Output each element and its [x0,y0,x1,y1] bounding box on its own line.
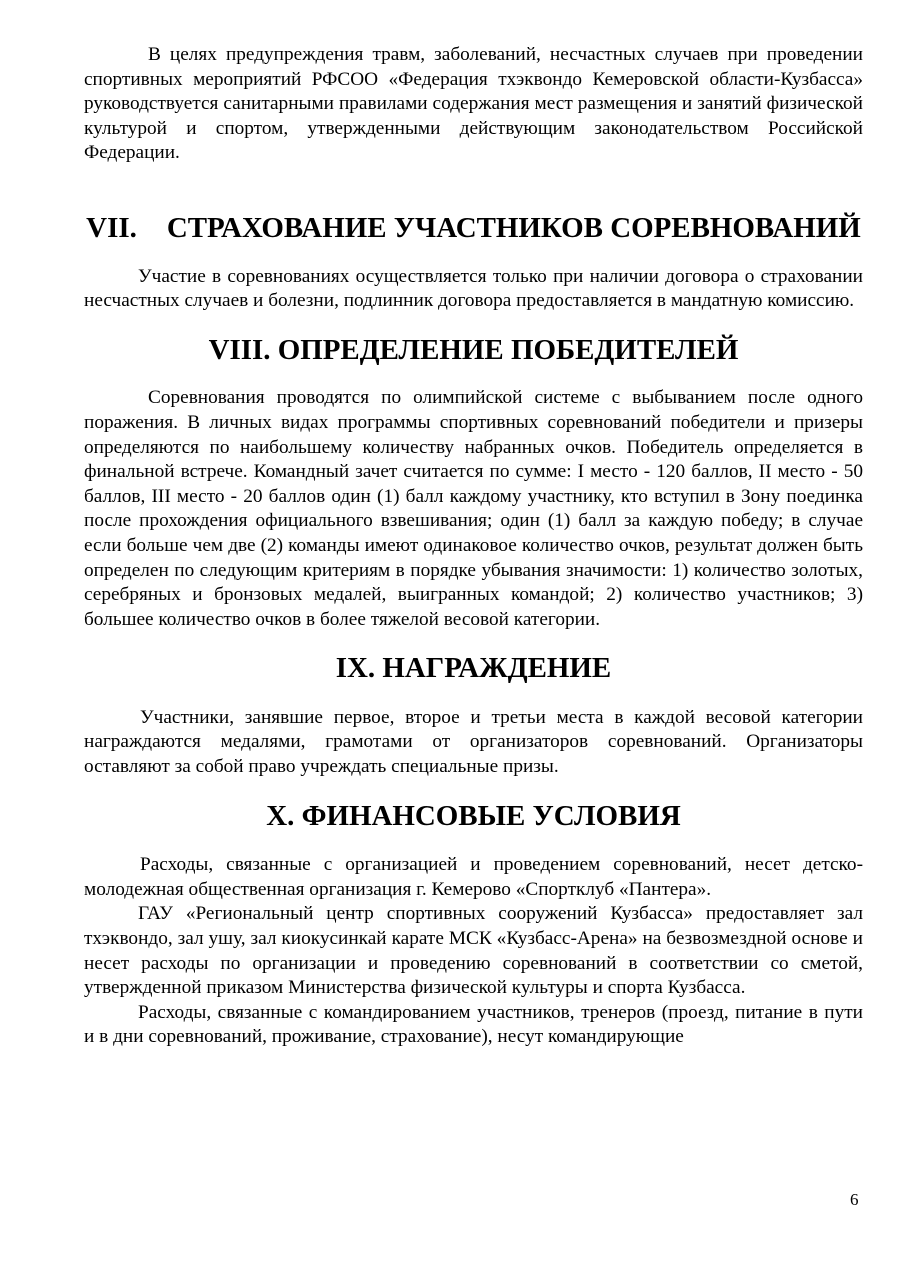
section-7-number: VII. [86,211,137,244]
section-10-paragraph-2: ГАУ «Региональный центр спортивных сооружений Кузбасса» предоставляет зал тхэквондо, зал ушу, зал киокусинкай карате МСК «Кузбасс-Арена» на безвозмездной основе и несет расходы по организации и проведению соревнований в соответствии со сметой, утвержденной приказом Министерства физической культуры и спорта Кузбасса. [84,903,863,999]
section-8-paragraph: Соревнования проводятся по олимпийской системе с выбыванием после одного поражения. В личных видах программы спортивных соревнований победители и призеры определяются по наибольшему количеству набранных очков. Победитель определяется в финальной встрече. Командный зачет считается по сумме: I место - 120 баллов, II место - 50 баллов, III место - 20 баллов один (1) балл каждому участнику, кто вступил в Зону поединка после прохождения официального взвешивания; один (1) балл за каждую победу; в случае если больше чем две (2) команды имеют одинаковое количество очков, результат должен быть определен по следующим критериям в порядке убывания значимости: 1) количество золотых, серебряных и бронзовых медалей, выигранных командой; 2) количество участников; 3) большее количество очков в более тяжелой весовой категории. [84,387,863,630]
section-9-paragraph: Участники, занявшие первое, второе и третьи места в каждой весовой категории награждаются медалями, грамотами от организаторов соревнований. Организаторы оставляют за собой право учреждать специальные призы. [84,706,863,778]
section-7-paragraph: Участие в соревнованиях осуществляется только при наличии договора о страховании несчастных случаев и болезни, подлинник договора предоставляется в мандатную комиссию. [84,265,863,312]
section-9-heading: IX. НАГРАЖДЕНИЕ [335,652,612,685]
section-10-paragraph-1: Расходы, связанные с организацией и проведением соревнований, несет детско-молодежная общественная организация г. Кемерово «Спортклуб «Пантера». [84,854,863,900]
section-10-paragraph-3: Расходы, связанные с командированием участников, тренеров (проезд, питание в пути и в дни соревнований, проживание, страхование), несут командирующие [84,1001,863,1048]
page-number: 6 [850,1190,859,1209]
section-7-heading [84,211,863,244]
section-10-heading: X. ФИНАНСОВЫЕ УСЛОВИЯ [266,799,681,832]
intro-paragraph: В целях предупреждения травм, заболеваний, несчастных случаев при проведении спортивных мероприятий РФСОО «Федерация тхэквондо Кемеровской области-Кузбасса» руководствуется санитарными правилами содержания мест размещения и занятий физической культурой и спортом, утвержденными действующим законодательством Российской Федерации. [84,44,863,164]
document-body [84,43,863,1050]
section-7-title: СТРАХОВАНИЕ УЧАСТНИКОВ СОРЕВНОВАНИЙ [166,211,861,244]
section-8-heading: VIII. ОПРЕДЕЛЕНИЕ ПОБЕДИТЕЛЕЙ [208,333,739,366]
